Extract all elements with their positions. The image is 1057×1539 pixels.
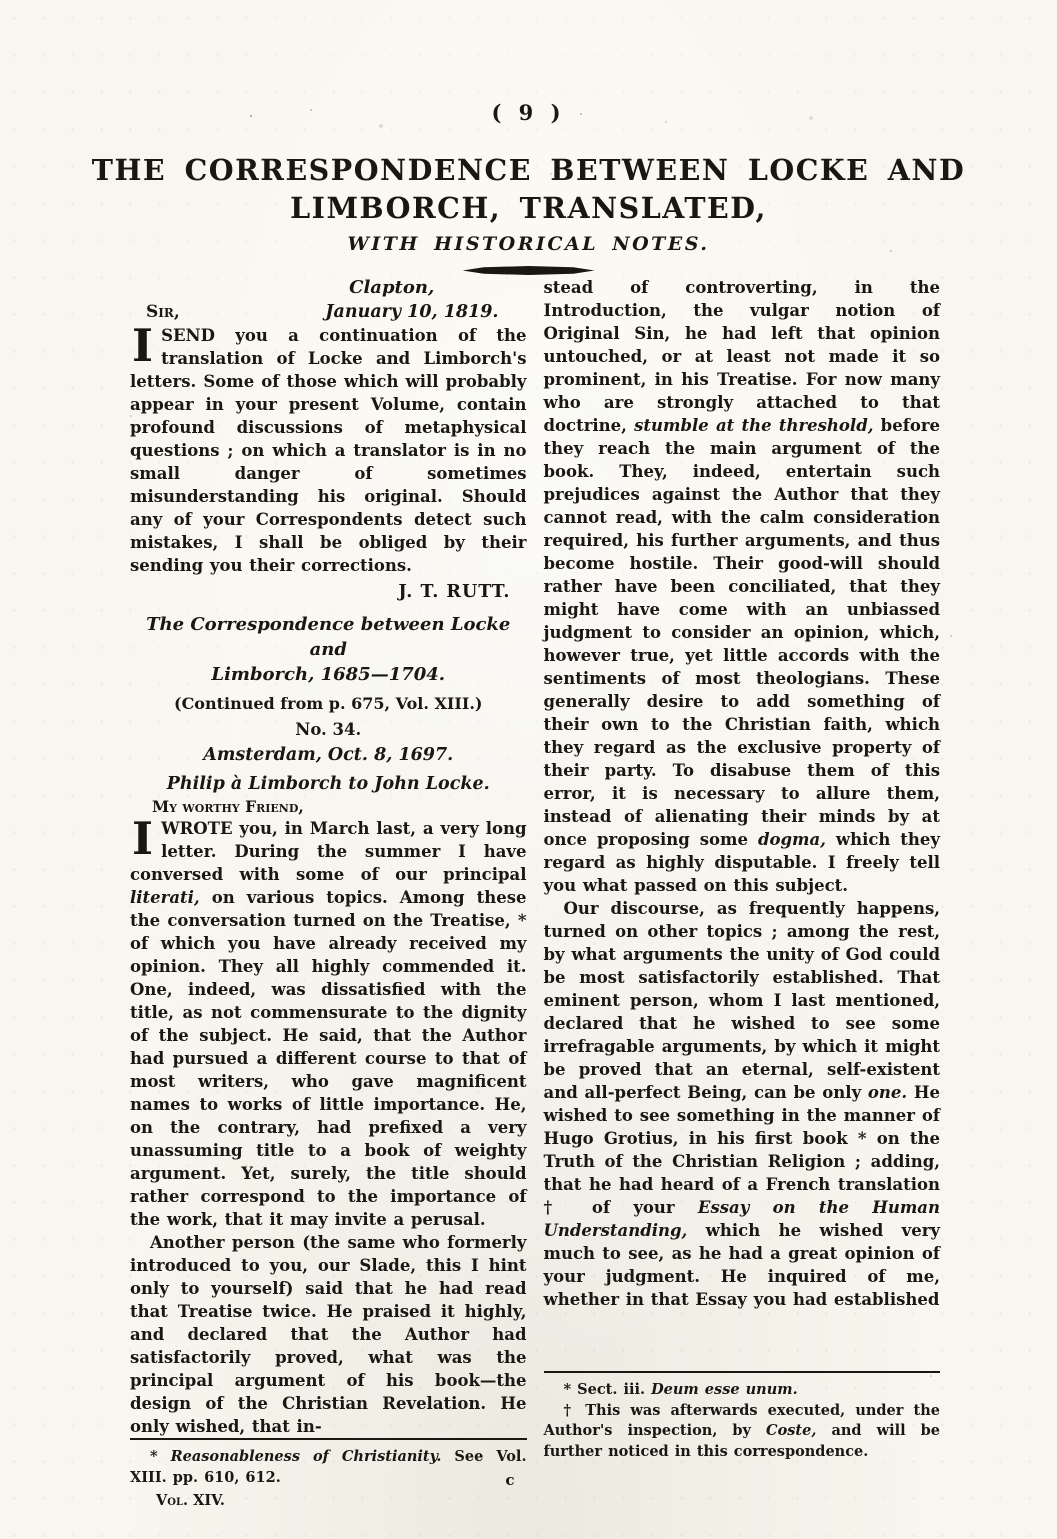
dateline-date: January 10, 1819. — [325, 302, 499, 322]
footnote-rule — [130, 1438, 527, 1440]
page-number: ( 9 ) — [491, 100, 566, 125]
footnote: * Sect. iii. Deum esse unum. — [563, 1381, 798, 1398]
footnote: † This was afterwards executed, under the Author's inspection, by Coste, and will be further noticed in this correspondence. — [543, 1401, 941, 1460]
salutation: Sir, — [146, 302, 180, 322]
author-signature: J. T. RUTT. — [398, 582, 511, 602]
signature-mark: c — [505, 1471, 515, 1489]
article-title — [40, 151, 1017, 227]
volume-mark: Vol. XIV. — [156, 1492, 225, 1509]
footnote: * Reasonableness of Christianity. See Vol. XIII. pp. 610, 612. — [130, 1448, 527, 1486]
letter-paragraph — [130, 812, 527, 1231]
letter-paragraph: Our discourse, as frequently happens, turned on other topics ; among the rest, by what arguments the unity of God could be most satisfactorily established. That eminent person, whom I last mentioned, declared that he wished to see some irrefragable arguments, by which it might be proved that an eternal, self-existent and all-perfect Being, can be only one. He wished to see something in the manner of Hugo Grotius, in his first book * on the Truth of the Christian Religion ; adding, that he had heard of a French translation † of your Essay on the Human Understanding, which he wished very much to see, as he had a great opinion of your judgment. He inquired of me, whether in that Essay you had established — [543, 899, 940, 1309]
article-title-line1: THE CORRESPONDENCE BETWEEN LOCKE AND — [91, 153, 966, 187]
right-column — [544, 276, 941, 1462]
letter-paragraph-text: WROTE you, in March last, a very long letter. During the summer I have conversed with some of our principal literati, on various topics. Among these the conversation turned on the Treatise, * of which you have already received my opinion. They all highly commended it. One, indeed, was dissatisfied with the title, as not commensurate to the dignity of the subject. He said, that the Author had pursued a different course to that of most writers, who gave magnificent names to works of little importance. He, on the contrary, had prefixed a very unassuming title to a book of weighty argument. Yet, surely, the title should rather correspond to the importance of the work, that it may invite a perusal. — [130, 819, 527, 1229]
footnote-rule — [544, 1371, 941, 1373]
dateline-place: Clapton, — [349, 277, 435, 298]
text-columns — [130, 276, 941, 1509]
series-heading: The Correspondence between Locke and Limborch, 1685—1704. — [146, 614, 511, 685]
article-subtitle: WITH HISTORICAL NOTES. — [347, 233, 710, 255]
letter-dateline: Amsterdam, Oct. 8, 1697. — [203, 745, 454, 765]
article-title-line2: LIMBORCH, TRANSLATED, — [290, 191, 767, 225]
drop-cap: I — [132, 319, 154, 372]
continuation-note: (Continued from p. 675, Vol. XIII.) — [174, 694, 483, 713]
drop-cap: I — [132, 812, 154, 865]
letter-number: No. 34. — [295, 720, 362, 739]
letter-paragraph: stead of controverting, in the Introduction, the vulgar notion of Original Sin, he had left that opinion untouched, or at least not made it so prominent, in his Treatise. For now many who are strongly attached to that doctrine, stumble at the threshold, before they reach the main argument of the book. They, indeed, entertain such prejudices against the Author that they cannot read, with the calm consideration required, his further arguments, and thus become hostile. Their good-will should rather have been conciliated, that they might have come with an unbiassed judgment to consider an opinion, which, however true, yet little accords with the sentiments of most theologians. These generally desire to add something of their own to the Christian faith, which they regard as the exclusive property of their party. To disabuse them of this error, it is necessary to allure them, instead of alienating their minds by at once proposing some dogma, which they regard as highly disputable. I freely tell you what passed on this subject. — [543, 278, 941, 895]
divider-ornament — [463, 266, 595, 275]
salutation-row — [130, 300, 527, 324]
editor-letter-text: SEND you a continuation of the translation of Locke and Limborch's letters. Some of those which will probably appear in your present Volume, contain profound discussions of metaphysical questions ; on which a translator is in no small danger of sometimes misunderstanding his original. Should any of your Correspondents detect such mistakes, I shall be obliged by their sending you their corrections. — [130, 326, 527, 575]
left-footnote-block — [130, 1438, 527, 1511]
left-column — [130, 276, 527, 1509]
letter-heading: Philip à Limborch to John Locke. — [166, 774, 490, 794]
editor-letter-body — [130, 319, 527, 577]
letter-salutation: My worthy Friend, — [152, 797, 304, 816]
letter-paragraph: Another person (the same who formerly introduced to you, our Slade, this I hint only to yourself) said that he had read that Treatise twice. He praised it highly, and declared that the Author had satisfactorily proved, what was the principal argument of his book—the design of the Christian Revelation. He only wished, that in- — [130, 1233, 527, 1436]
right-footnote-block — [544, 1371, 941, 1462]
scan-specks — [250, 115, 252, 117]
